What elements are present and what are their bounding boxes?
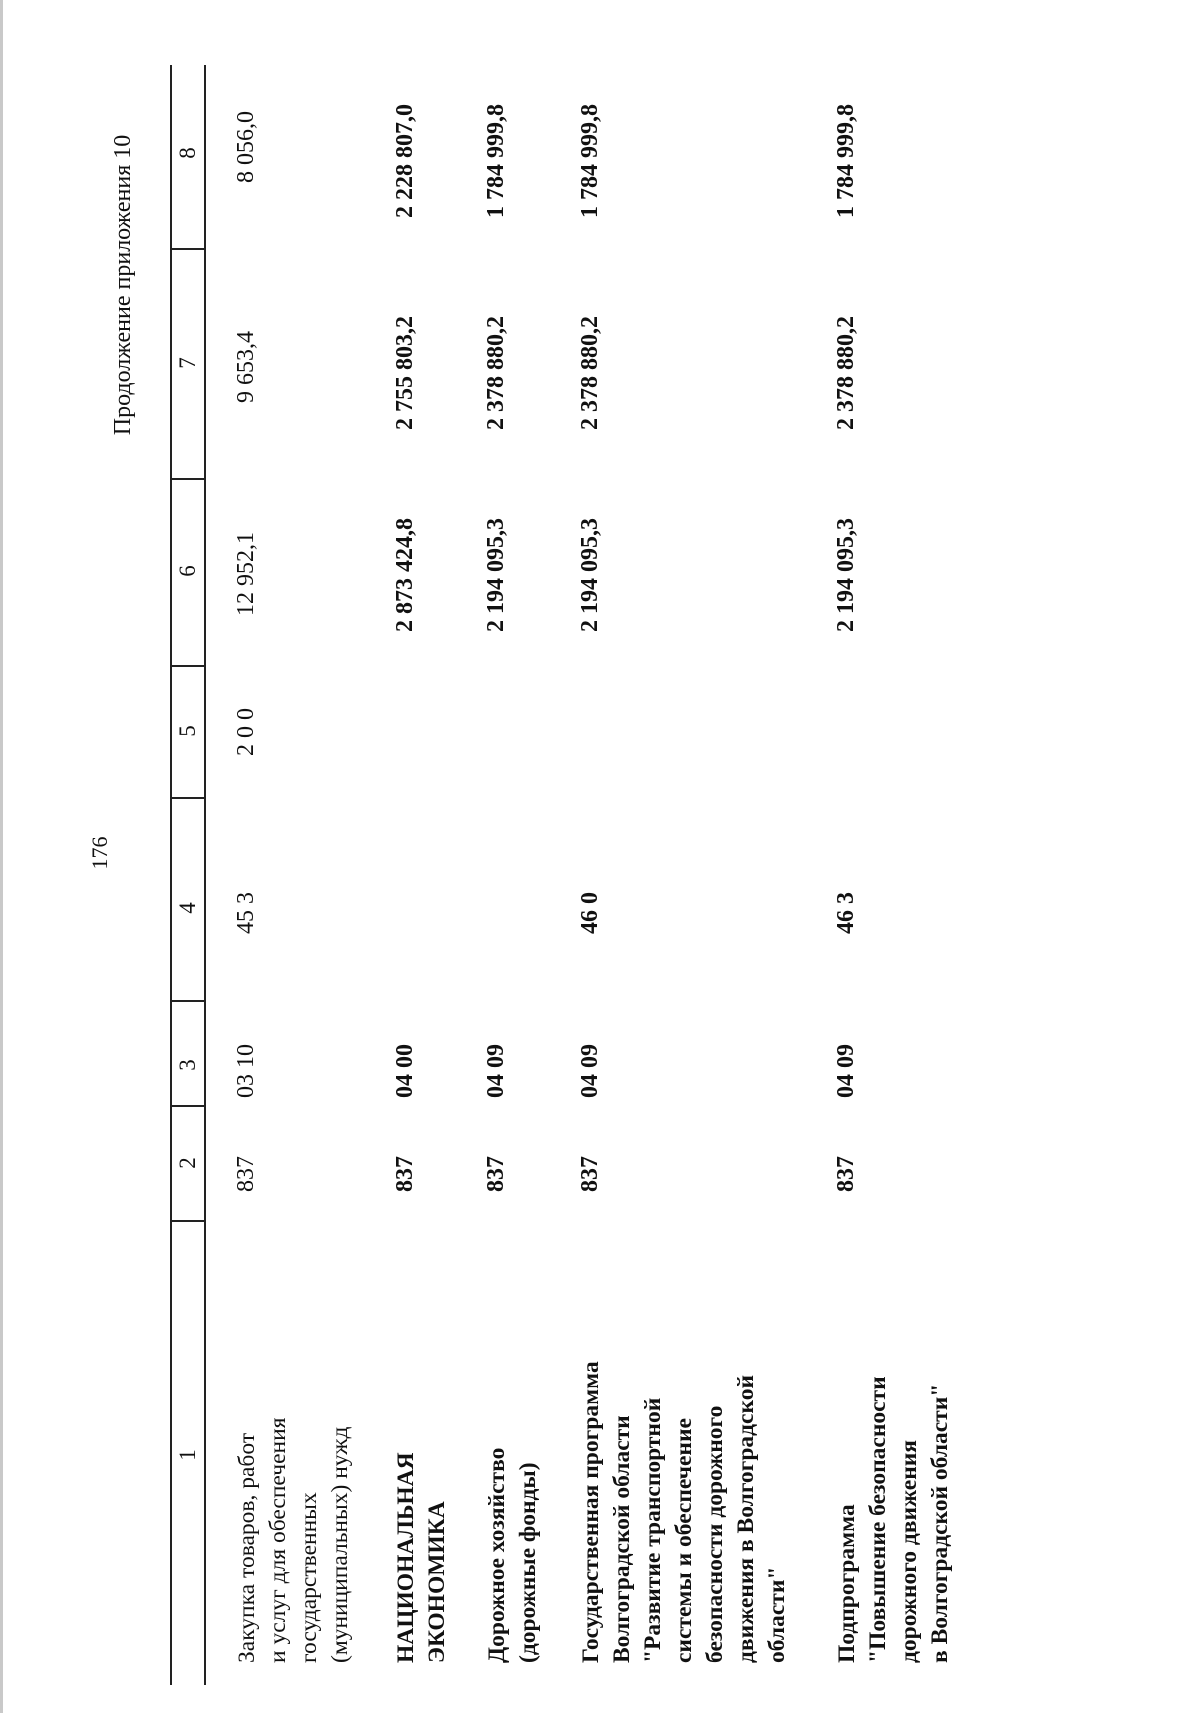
scan-edge	[0, 0, 3, 1713]
column-header-3: 3	[175, 1059, 200, 1071]
cell-c3: 03 10	[233, 1044, 259, 1098]
cell-c8: 1 784 999,8	[833, 104, 859, 218]
column-separator	[170, 1105, 206, 1107]
column-separator	[170, 1220, 206, 1222]
page-number: 176	[87, 836, 112, 870]
cell-c7: 2 378 880,2	[483, 316, 509, 430]
column-header-6: 6	[175, 565, 200, 577]
column-header-1: 1	[175, 1449, 200, 1461]
cell-c6: 2 194 095,3	[483, 518, 509, 632]
cell-c8: 1 784 999,8	[577, 104, 603, 218]
cell-c6: 2 873 424,8	[392, 518, 418, 632]
column-header-5: 5	[175, 725, 200, 737]
cell-c7: 9 653,4	[233, 331, 259, 403]
column-separator	[170, 665, 206, 667]
row-label: НАЦИОНАЛЬНАЯ ЭКОНОМИКА	[393, 1452, 450, 1663]
cell-c4: 46 0	[577, 892, 603, 934]
cell-c3: 04 00	[392, 1044, 418, 1098]
cell-c8: 1 784 999,8	[483, 104, 509, 218]
table-top-border	[170, 65, 172, 1685]
header-bottom-border	[204, 65, 206, 1685]
cell-c7: 2 378 880,2	[577, 316, 603, 430]
row-label: Подпрограмма "Повышение безопасности дорожного движения в Волгоградской области"	[834, 1376, 953, 1663]
column-header-4: 4	[175, 902, 200, 914]
cell-c8: 8 056,0	[233, 111, 259, 183]
cell-c4: 46 3	[833, 892, 859, 934]
cell-c5: 2 0 0	[233, 708, 259, 756]
cell-c2: 837	[833, 1156, 859, 1192]
cell-c2: 837	[233, 1156, 259, 1192]
column-separator	[170, 478, 206, 480]
row-label: Государственная программа Волгоградской области "Развитие транспортной системы и обеспечение безопасности дорожного движения в Волгоградской области"	[578, 1361, 790, 1663]
column-header-8: 8	[175, 147, 200, 159]
row-label: Дорожное хозяйство (дорожные фонды)	[484, 1447, 541, 1663]
cell-c2: 837	[577, 1156, 603, 1192]
row-label: Закупка товаров, работ и услуг для обеспечения государственных (муниципальных) нужд	[234, 1417, 353, 1663]
cell-c6: 2 194 095,3	[577, 518, 603, 632]
cell-c7: 2 378 880,2	[833, 316, 859, 430]
header-note: Продолжение приложения 10	[110, 134, 136, 436]
column-separator	[170, 1000, 206, 1002]
cell-c3: 04 09	[577, 1044, 603, 1098]
column-separator	[170, 797, 206, 799]
column-header-7: 7	[175, 357, 200, 369]
cell-c2: 837	[483, 1156, 509, 1192]
cell-c4: 45 3	[233, 892, 259, 934]
cell-c8: 2 228 807,0	[392, 104, 418, 218]
column-header-2: 2	[175, 1157, 200, 1169]
cell-c6: 2 194 095,3	[833, 518, 859, 632]
cell-c6: 12 952,1	[233, 532, 259, 616]
column-separator	[170, 248, 206, 250]
cell-c3: 04 09	[833, 1044, 859, 1098]
cell-c2: 837	[392, 1156, 418, 1192]
cell-c7: 2 755 803,2	[392, 316, 418, 430]
cell-c3: 04 09	[483, 1044, 509, 1098]
